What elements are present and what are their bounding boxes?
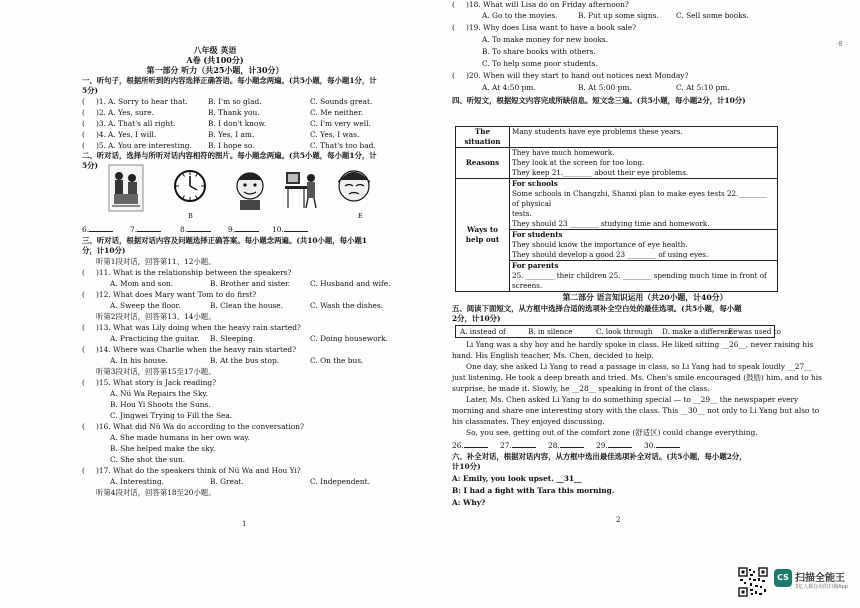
option-c: C. Wash the dishes. <box>310 301 383 310</box>
question-18: )18. What will Lisa do on Friday afternoon? <box>466 0 629 9</box>
page-number-2: 2 <box>616 516 621 524</box>
option-c: C. Yes, I was. <box>310 130 360 139</box>
passage-line: hand. His English teacher, Ms. Chen, decided to help. <box>452 351 654 360</box>
option-c: C. That's too bad. <box>310 141 376 150</box>
clock-picture <box>172 164 208 212</box>
corner-mark: ·8 <box>836 40 843 48</box>
option-a: A. Interesting. <box>110 477 164 486</box>
option-b: B. Hou Yi Shoots the Suns. <box>110 400 211 409</box>
faces-picture <box>232 164 268 212</box>
schools-line: tests. <box>512 209 532 218</box>
option-c: C. Husband and wife. <box>310 279 391 288</box>
option-a: A. Nü Wa Repairs the Sky. <box>110 389 208 398</box>
dialogue-4-instruction: 听第4段对话，回答第18至20小题。 <box>96 488 216 497</box>
option-c: C. I'm very well. <box>310 119 371 128</box>
answer-paren[interactable]: ( <box>82 345 85 354</box>
question-number: )5. <box>96 141 106 150</box>
option-c: C. At 5:10 pm. <box>676 83 730 92</box>
option-a: A. Yes, sure. <box>108 108 154 117</box>
answer-paren[interactable]: ( <box>82 141 85 150</box>
section5-instructions-cont: 2分，计10分) <box>452 314 501 323</box>
question-13: )13. What was Lily doing when the heavy rain started? <box>96 323 301 332</box>
dialog-line: A: Why? <box>452 498 486 507</box>
reason-line: They have much homework. <box>512 148 615 157</box>
option-b: B. I hope so. <box>208 141 255 150</box>
dialog-line: B: I had a fight with Tara this morning. <box>452 486 615 495</box>
table-header-ways: Ways to help out <box>456 179 510 292</box>
question-14: )14. Where was Charlie when the heavy rain started? <box>96 345 297 354</box>
answer-paren[interactable]: ( <box>82 108 85 117</box>
table-cell-schools <box>510 179 778 230</box>
answer-paren[interactable]: ( <box>82 268 85 277</box>
table-header-reasons: Reasons <box>456 148 510 179</box>
students-line-blank-24[interactable]: They should develop a good 23 ________ of using eyes. <box>512 250 709 259</box>
dialogue-1-instruction: 听第1段对话，回答第11、12小题。 <box>96 257 216 266</box>
part2-title: 第二部分 语言知识运用（共20小题，计40分） <box>562 293 728 302</box>
passage-line: his classmates. They enjoyed discussing. <box>452 417 605 426</box>
option-a: A. In his house. <box>110 356 168 365</box>
option-a: A. Practicing the guitar. <box>110 334 200 343</box>
option-a: A. That's all right. <box>108 119 176 128</box>
question-11: )11. What is the relationship between the speakers? <box>96 268 292 277</box>
picture-row <box>100 164 400 220</box>
parents-line-blank-25[interactable]: 25. ________ their children 25. ________ spending much time in front of screens. <box>512 271 767 290</box>
answer-blank-26[interactable]: 26. <box>452 441 488 450</box>
table-cell-situation: Many students have eye problems these years. <box>510 127 778 148</box>
option-a: A. Sorry to hear that. <box>108 97 188 106</box>
answer-paren[interactable]: ( <box>82 378 85 387</box>
section2-instructions: 二、听对话，选择与所听对话内容相符的图片。每小题念两遍。(共5小题，每小题1分，计 <box>82 151 377 160</box>
option-c: C. Me neither. <box>310 108 364 117</box>
option-b: B. Great. <box>210 477 244 486</box>
answer-paren[interactable]: ( <box>82 290 85 299</box>
question-number: )3. <box>96 119 106 128</box>
parents-title: For parents <box>512 261 559 270</box>
schools-title: For schools <box>512 179 558 188</box>
students-line: They should know the importance of eye health. <box>512 240 688 249</box>
answer-paren[interactable]: ( <box>82 130 85 139</box>
option-a: A. You are interesting. <box>108 141 192 150</box>
option-c: C. Independent. <box>310 477 370 486</box>
qr-code-icon <box>738 567 768 597</box>
answer-blank-10[interactable]: 10. <box>272 225 308 234</box>
passage-line: One day, she asked Li Yang to read a passage in class, so Li Yang had to speak loudly __27__ <box>466 362 812 371</box>
option-b: B. Brother and sister. <box>210 279 291 288</box>
answer-blank-8[interactable]: 8. <box>180 225 211 234</box>
option-c: C. To help some poor students. <box>482 59 598 68</box>
word-option-d: D. make a difference <box>662 327 738 336</box>
option-c: C. She shot the sun. <box>110 455 186 464</box>
option-b: B. Yes, I am. <box>208 130 255 139</box>
part1-title: 第一部分 听力（共25小题，计30分） <box>146 65 284 75</box>
section3-instructions: 三、听对话，根据对话内容及问题选择正确答案。每小题念两遍。(共10小题，每小题1 <box>82 236 367 245</box>
answer-paren[interactable]: ( <box>452 23 455 32</box>
answer-paren[interactable]: ( <box>82 119 85 128</box>
table-header-situation: The situation <box>456 127 510 148</box>
exam-subtitle: A卷 (共100分) <box>186 55 244 65</box>
students-title: For students <box>512 230 563 239</box>
option-a: A. Go to the movies. <box>482 11 558 20</box>
option-c: C. Jingwei Trying to Fill the Sea. <box>110 411 233 420</box>
answer-blank-29[interactable]: 29. <box>596 441 632 450</box>
option-b: B. Thank you. <box>208 108 260 117</box>
family-scene-picture <box>108 164 144 212</box>
section6-instructions-cont: 计10分) <box>452 462 481 471</box>
section6-instructions: 六、补全对话，根据对话内容，从方框中选出最佳选项补全对话。(共5小题，每小题2分， <box>452 452 747 461</box>
schools-line-blank-22[interactable]: Some schools in Changzhi, Shanxi plan to make eyes tests 22.________ of physical <box>512 189 768 208</box>
option-a: A. She made humans in her own way. <box>110 433 250 442</box>
word-option-b: B. in silence <box>528 327 573 336</box>
option-c: C. Sounds great. <box>310 97 373 106</box>
option-c: C. Sell some books. <box>676 11 749 20</box>
question-number: )4. <box>96 130 106 139</box>
question-17: )17. What do the speakers think of Nü Wa and Hou Yi? <box>96 466 301 475</box>
answer-paren[interactable]: ( <box>452 71 455 80</box>
dialogue-3-instruction: 听第3段对话，回答第15至17小题。 <box>96 367 216 376</box>
reason-line: They look at the screen for too long. <box>512 158 645 167</box>
answer-blank-7[interactable]: 7. <box>130 225 161 234</box>
question-number: )2. <box>96 108 106 117</box>
passage-line: Li Yang was a shy boy and he hardly spoke in class. He liked sitting __26__, never raising his <box>466 340 814 349</box>
table-cell-reasons <box>510 148 778 179</box>
exam-title: 八年级 英语 <box>193 45 237 55</box>
option-b: B. I'm so glad. <box>208 97 262 106</box>
answer-blank-9[interactable]: 9. <box>228 225 259 234</box>
passage-line: surprise, he made it. Slowly, he __28__ speaking in front of the class. <box>452 384 710 393</box>
camscanner-brand: 扫描全能王 <box>795 573 845 584</box>
passage-line: morning and share one interesting story with the class. This __30__ not only to Li Yang but also to <box>452 406 820 415</box>
word-option-a: A. instead of <box>460 327 506 336</box>
table-cell-parents <box>510 261 778 292</box>
schools-line-blank-23[interactable]: They should 23 ________ studying time and homework. <box>512 219 710 228</box>
question-19: )19. Why does Lisa want to have a book sale? <box>466 23 637 32</box>
option-b: B. To share books with others. <box>482 47 596 56</box>
section1-instructions-cont: 5分) <box>82 86 99 95</box>
page-number-1: 1 <box>242 520 247 528</box>
section5-instructions: 五、阅读下面短文，从方框中选择合适的选项补全空白处的最佳选项。(共5小题，每小题 <box>452 304 742 313</box>
option-b: B. I don't know. <box>208 119 267 128</box>
section1-instructions: 一、听句子，根据所听到的内容选择正确答语。每小题念两遍。(共5小题，每小题1分，计 <box>82 76 377 85</box>
option-b: B. Clean the house. <box>210 301 283 310</box>
option-b: B. Sleeping. <box>210 334 256 343</box>
answer-blank-27[interactable]: 27. <box>500 441 536 450</box>
option-c: C. On the bus. <box>310 356 364 365</box>
computer-desk-picture <box>284 164 320 212</box>
camscanner-logo-icon: CS <box>774 569 792 587</box>
option-b: B. She helped make the sky. <box>110 444 216 453</box>
answer-blank-28[interactable]: 28. <box>548 441 584 450</box>
word-choice-box <box>455 325 781 338</box>
dialogue-2-instruction: 听第2段对话，回答第13、14小题。 <box>96 312 216 321</box>
passage-line: just listening. He took a deep breath and tried. Ms. Chen's smile encouraged (鼓励) him, and to his <box>452 373 822 382</box>
dialog-line: A: Emily, you look upset. __31__ <box>452 474 582 483</box>
answer-blank-30[interactable]: 30. <box>644 441 680 450</box>
picture-label-e: E <box>358 212 363 220</box>
section2-instructions-cont: 5分) <box>82 161 99 170</box>
option-c: C. Doing housework. <box>310 334 388 343</box>
word-option-e: E. was used to <box>728 327 781 336</box>
passage-line: So, you see, getting out of the comfort zone (舒适区) could change everything. <box>466 428 758 437</box>
question-15: )15. What story is Jack reading? <box>96 378 217 387</box>
option-b: B. Put up some signs. <box>578 11 659 20</box>
answer-paren[interactable]: ( <box>452 0 455 9</box>
word-option-c: C. look through <box>596 327 653 336</box>
option-a: A. Mom and son. <box>110 279 174 288</box>
picture-label-b: B <box>188 212 193 220</box>
tired-eyes-picture <box>334 164 374 212</box>
answer-paren[interactable]: ( <box>82 97 85 106</box>
section4-instructions: 四、听短文，根据短文内容完成所缺信息。短文念三遍。(共5小题，每小题2分，计10分) <box>452 96 746 105</box>
answer-paren[interactable]: ( <box>82 422 85 431</box>
situation-table <box>455 126 778 292</box>
option-a: A. Sweep the floor. <box>110 301 181 310</box>
option-a: A. Yes, I will. <box>108 130 157 139</box>
answer-blank-6[interactable]: 6. <box>82 225 113 234</box>
question-20: )20. When will they start to hand out notices next Monday? <box>466 71 689 80</box>
section3-instructions-cont: 分，计10分) <box>82 246 126 255</box>
question-16: )16. What did Nü Wa do according to the conversation? <box>96 422 305 431</box>
reason-line-blank-21[interactable]: They keep 21.________ about their eye problems. <box>512 168 689 177</box>
option-a: A. To make money for new books. <box>482 35 609 44</box>
option-b: B. At 5:00 pm. <box>578 83 632 92</box>
question-number: )1. <box>96 97 106 106</box>
passage-line: Later, Ms. Chen asked Li Yang to do something special — to __29__ the newspaper every <box>466 395 799 404</box>
answer-paren[interactable]: ( <box>82 466 85 475</box>
answer-paren[interactable]: ( <box>82 323 85 332</box>
option-a: A. At 4:50 pm. <box>482 83 536 92</box>
camscanner-tagline: 3亿人都在用的扫描App <box>795 584 848 590</box>
table-cell-students <box>510 230 778 261</box>
option-b: B. At the bus stop. <box>210 356 280 365</box>
question-12: )12. What does Mary want Tom to do first? <box>96 290 257 299</box>
